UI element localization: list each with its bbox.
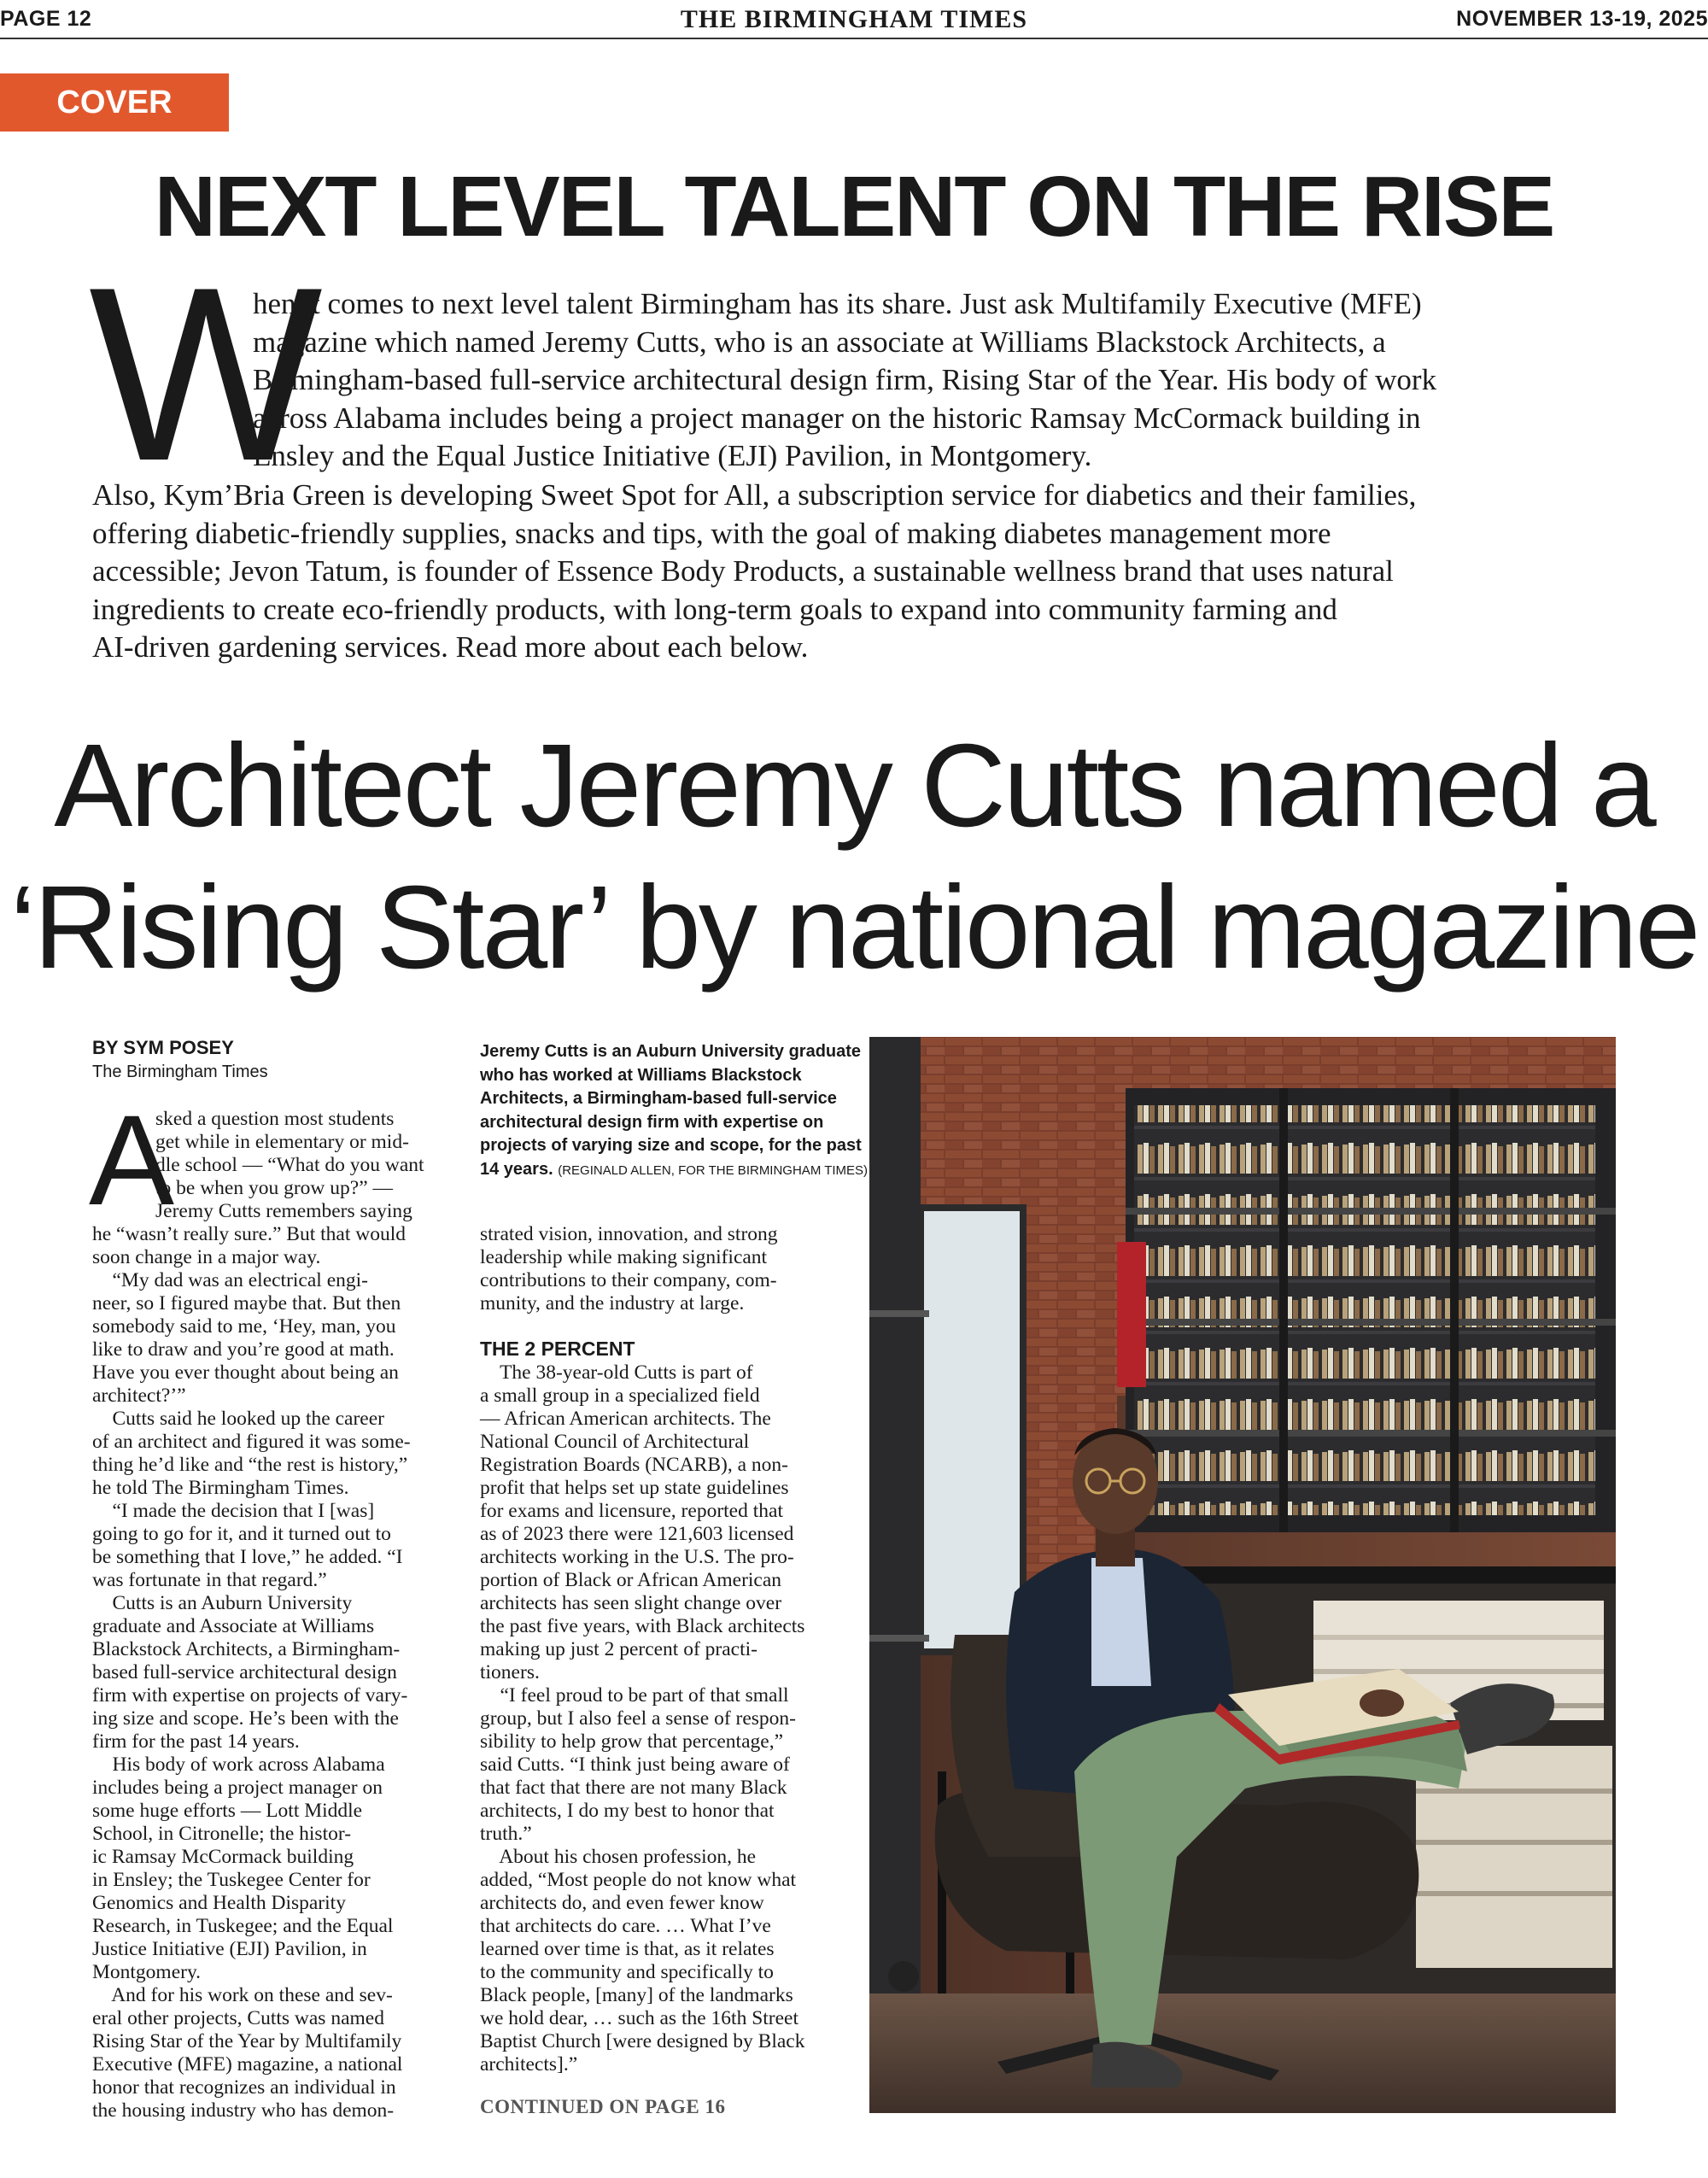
intro-line: accessible; Jevon Tatum, is founder of Essence Body Products, a sustainable wellness brand that uses natural [92,554,1394,588]
caption-line: projects of varying size and scope, for the past [480,1136,862,1155]
article-line: going to go for it, and it turned out to [92,1523,391,1545]
article-line: added, “Most people do not know what [480,1869,797,1891]
article-line: Baptist Church [were designed by Black [480,2030,805,2052]
article-line: contributions to their company, com- [480,1269,777,1291]
intro-line: ingredients to create eco-friendly products, with long-term goals to expand into community farming and [92,592,1337,626]
article-line: Rising Star of the Year by Multifamily [92,2030,402,2052]
article-line: includes being a project manager on [92,1777,383,1799]
article-line: learned over time is that, as it relates [480,1938,775,1960]
article-line: to the community and specifically to [480,1961,774,1983]
article-line: Registration Boards (NCARB), a non- [480,1454,788,1476]
caption-last: 14 years. [480,1159,559,1179]
section-tag: COVER STORY [0,73,229,132]
article-line: profit that helps set up state guidelines [480,1477,789,1499]
article-line: that fact that there are not many Black [480,1777,787,1799]
article-line: he “wasn’t really sure.” But that would [92,1223,406,1245]
article-line: graduate and Associate at Williams [92,1615,375,1637]
article-line: be something that I love,” he added. “I [92,1546,403,1568]
article-line: to be when you grow up?” — [155,1177,394,1199]
article-line: architect?’” [92,1385,186,1407]
page-title: NEXT LEVEL TALENT ON THE RISE [154,159,1554,255]
article-line: Black people, [many] of the landmarks [480,1984,793,2006]
article-line: said Cutts. “I think just being aware of [480,1754,790,1776]
article-line: was fortunate in that regard.” [92,1569,327,1591]
article-line: munity, and the industry at large. [480,1292,745,1314]
article-line: Montgomery. [92,1961,202,1983]
caption-line: architectural design firm with expertise on [480,1112,824,1132]
subhead: THE 2 PERCENT [480,1338,635,1360]
intro-line: offering diabetic-friendly supplies, snacks and tips, with the goal of making diabetes management more [92,516,1331,550]
article-line: Cutts is an Auburn University [92,1592,353,1614]
article-line: firm for the past 14 years. [92,1730,300,1753]
intro-line: magazine which named Jeremy Cutts, who is an associate at Williams Blackstock Architects, a [253,325,1386,359]
intro-line: AI-driven gardening services. Read more about each below. [92,630,809,664]
article-dropcap: A [89,1088,175,1232]
article-line: a small group in a specialized field [480,1385,760,1407]
intro-line: Ensley and the Equal Justice Initiative (EJI) Pavilion, in Montgomery. [253,439,1092,472]
article-line: Jeremy Cutts remembers saying [155,1200,412,1222]
article-line: strated vision, innovation, and strong [480,1223,778,1245]
article-line: some huge efforts — Lott Middle [92,1800,363,1822]
article-line: truth.” [480,1823,532,1845]
article-line: eral other projects, Cutts was named [92,2007,384,2029]
article-line: architects has seen slight change over [480,1592,782,1614]
article-line: Have you ever thought about being an [92,1361,399,1384]
caption-line: who has worked at Williams Blackstock [480,1065,802,1085]
article-line: group, but I also feel a sense of respon- [480,1707,797,1730]
article-line: — African American architects. The [480,1408,771,1430]
photo-credit: (REGINALD ALLEN, FOR THE BIRMINGHAM TIMES) [558,1162,869,1178]
article-line: Justice Initiative (EJI) Pavilion, in [92,1938,367,1960]
intro-line: hen it comes to next level talent Birmingham has its share. Just ask Multifamily Executive (MFE) [253,287,1422,320]
page-number: PAGE 12 [0,7,92,31]
continued-line: CONTINUED ON PAGE 16 [480,2096,726,2117]
photo-illustration [869,1037,1616,2113]
article-line: firm with expertise on projects of vary- [92,1684,408,1707]
article-line: Research, in Tuskegee; and the Equal [92,1915,394,1937]
article-line: the housing industry who has demon- [92,2099,395,2122]
article-line: portion of Black or African American [480,1569,782,1591]
article-line: of an architect and figured it was some- [92,1431,411,1453]
article-line: thing he’d like and “the rest is history,” [92,1454,408,1476]
article-line: “My dad was an electrical engi- [92,1269,368,1291]
article-line: Executive (MFE) magazine, a national [92,2053,403,2076]
article-line: architects do, and even fewer know [480,1892,764,1914]
article-line: National Council of Architectural [480,1431,750,1453]
byline-author: BY SYM POSEY [92,1037,234,1058]
article-line: dle school — “What do you want [155,1154,424,1176]
article-line: making up just 2 percent of practi- [480,1638,757,1660]
intro-line: Also, Kym’Bria Green is developing Sweet Spot for All, a subscription service for diabetics and their families, [92,478,1417,512]
intro-line: Birmingham-based full-service architectural design firm, Rising Star of the Year. His body of work [253,363,1437,396]
article-line: ic Ramsay McCormack building [92,1846,354,1868]
article-line: architects].” [480,2053,578,2076]
article-line: as of 2023 there were 121,603 licensed [480,1523,794,1545]
caption-last-line [480,1158,868,1182]
article-line: the past five years, with Black architects [480,1615,805,1637]
article-line: His body of work across Alabama [92,1754,385,1776]
article-line: School, in Citronelle; the histor- [92,1823,352,1845]
article-line: honor that recognizes an individual in [92,2076,396,2099]
byline-org: The Birmingham Times [92,1063,268,1081]
article-line: Genomics and Health Disparity [92,1892,346,1914]
article-line: About his chosen profession, he [480,1846,757,1868]
caption-line: Jeremy Cutts is an Auburn University graduate [480,1042,862,1061]
caption-line: Architects, a Birmingham-based full-service [480,1089,837,1108]
article-line: sibility to help grow that percentage,” [480,1730,784,1753]
article-line: in Ensley; the Tuskegee Center for [92,1869,371,1891]
article-line: leadership while making significant [480,1246,768,1268]
article-headline-line2: ‘Rising Star’ by national magazine [9,862,1699,993]
article-line: that architects do care. … What I’ve [480,1915,771,1937]
newspaper-name: THE BIRMINGHAM TIMES [680,5,1028,33]
article-line: based full-service architectural design [92,1661,397,1683]
intro-dropcap: W [89,236,306,512]
article-line: for exams and licensure, reported that [480,1500,783,1522]
article-line: And for his work on these and sev- [92,1984,393,2006]
article-line: Blackstock Architects, a Birmingham- [92,1638,401,1660]
article-line: somebody said to me, ‘Hey, man, you [92,1315,396,1338]
article-line: get while in elementary or mid- [155,1131,409,1153]
article-line: soon change in a major way. [92,1246,321,1268]
article-line: like to draw and you’re good at math. [92,1338,395,1361]
article-line: neer, so I figured maybe that. But then [92,1292,401,1314]
header-rule [0,38,1708,39]
article-line: sked a question most students [155,1108,395,1130]
article-line: ing size and scope. He’s been with the [92,1707,399,1730]
article-line: “I made the decision that I [was] [92,1500,375,1522]
article-line: architects working in the U.S. The pro- [480,1546,794,1568]
article-line: tioners. [480,1661,540,1683]
article-line: we hold dear, … such as the 16th Street [480,2007,799,2029]
article-line: architects, I do my best to honor that [480,1800,775,1822]
intro-line: across Alabama includes being a project manager on the historic Ramsay McCormack building in [253,401,1421,435]
article-line: he told The Birmingham Times. [92,1477,349,1499]
article-photo [869,1037,1616,2113]
article-line: Cutts said he looked up the career [92,1408,384,1430]
article-line: The 38-year-old Cutts is part of [480,1361,753,1384]
article-line: “I feel proud to be part of that small [480,1684,789,1707]
issue-date: NOVEMBER 13-19, 2025 [1456,7,1708,31]
article-headline-line1: Architect Jeremy Cutts named a [54,720,1654,852]
